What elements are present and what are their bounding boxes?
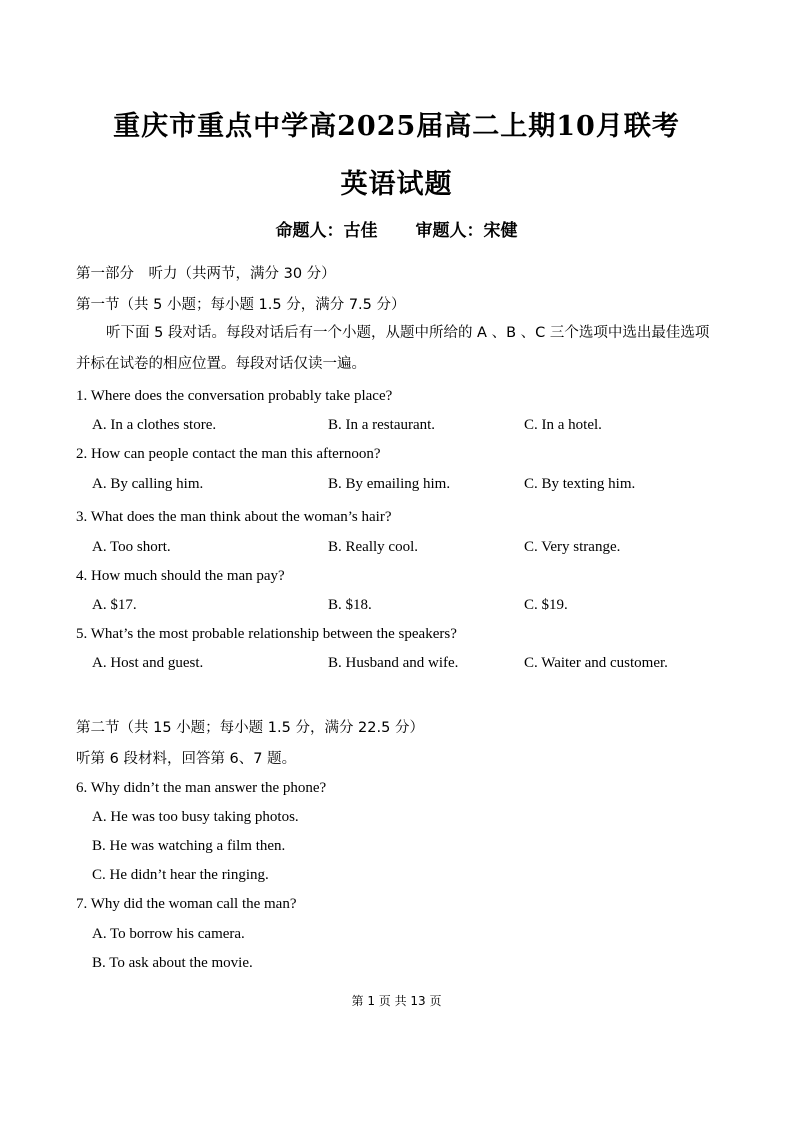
setter-name: 命题人：古佳 [275, 221, 378, 241]
section2-instructions: 听第 6 段材料，回答第 6、7 题。 [76, 751, 297, 767]
question-6-option-b: B. He was watching a film then. [92, 838, 286, 854]
section2-heading: 第二节（共 15 小题；每小题 1.5 分，满分 22.5 分） [76, 720, 424, 736]
question-6-option-a: A. He was too busy taking photos. [92, 809, 299, 825]
question-6-stem: 6. Why didn’t the man answer the phone? [76, 780, 327, 796]
question-4-stem: 4. How much should the man pay? [76, 568, 285, 584]
question-5-option-c: C. Waiter and customer. [524, 655, 668, 671]
question-1-option-c: C. In a hotel. [524, 417, 602, 433]
question-7-stem: 7. Why did the woman call the man? [76, 896, 297, 912]
question-4-option-c: C. $19. [524, 597, 568, 613]
question-1-option-b: B. In a restaurant. [328, 417, 436, 433]
question-2-stem: 2. How can people contact the man this afternoon? [76, 446, 381, 462]
question-3-option-a: A. Too short. [92, 539, 171, 555]
question-6-option-c: C. He didn’t hear the ringing. [92, 867, 269, 883]
question-2-option-c: C. By texting him. [524, 476, 636, 492]
question-7-option-b: B. To ask about the movie. [92, 955, 253, 971]
question-1-stem: 1. Where does the conversation probably take place? [76, 388, 393, 404]
question-4-option-a: A. $17. [92, 597, 137, 613]
section1-heading: 第一节（共 5 小题；每小题 1.5 分，满分 7.5 分） [76, 297, 406, 313]
exam-subtitle: 英语试题 [340, 169, 453, 200]
page-number: 第 1 页 共 13 页 [351, 994, 442, 1008]
question-2-option-a: A. By calling him. [92, 476, 204, 492]
question-1-option-a: A. In a clothes store. [92, 417, 217, 433]
question-5-option-a: A. Host and guest. [92, 655, 204, 671]
question-3-stem: 3. What does the man think about the woman’s hair? [76, 509, 392, 525]
question-3-option-b: B. Really cool. [328, 539, 418, 555]
question-3-option-c: C. Very strange. [524, 539, 621, 555]
reviewer-name: 审题人：宋健 [415, 221, 518, 241]
question-4-option-b: B. $18. [328, 597, 372, 613]
part1-heading: 第一部分 听力（共两节，满分 30 分） [76, 266, 336, 282]
question-7-option-a: A. To borrow his camera. [92, 926, 245, 942]
question-5-stem: 5. What’s the most probable relationship between the speakers? [76, 626, 457, 642]
question-2-option-b: B. By emailing him. [328, 476, 451, 492]
question-5-option-b: B. Husband and wife. [328, 655, 459, 671]
authors-line [0, 216, 793, 241]
section1-instructions: 听下面 5 段对话。每段对话后有一个小题，从题中所给的 A 、B 、C 三个选项中选出最佳选项并标在试卷的相应位置。每段对话仅读一遍。 [76, 325, 710, 372]
exam-title: 重庆市重点中学高2025届高二上期10月联考 [113, 111, 680, 142]
